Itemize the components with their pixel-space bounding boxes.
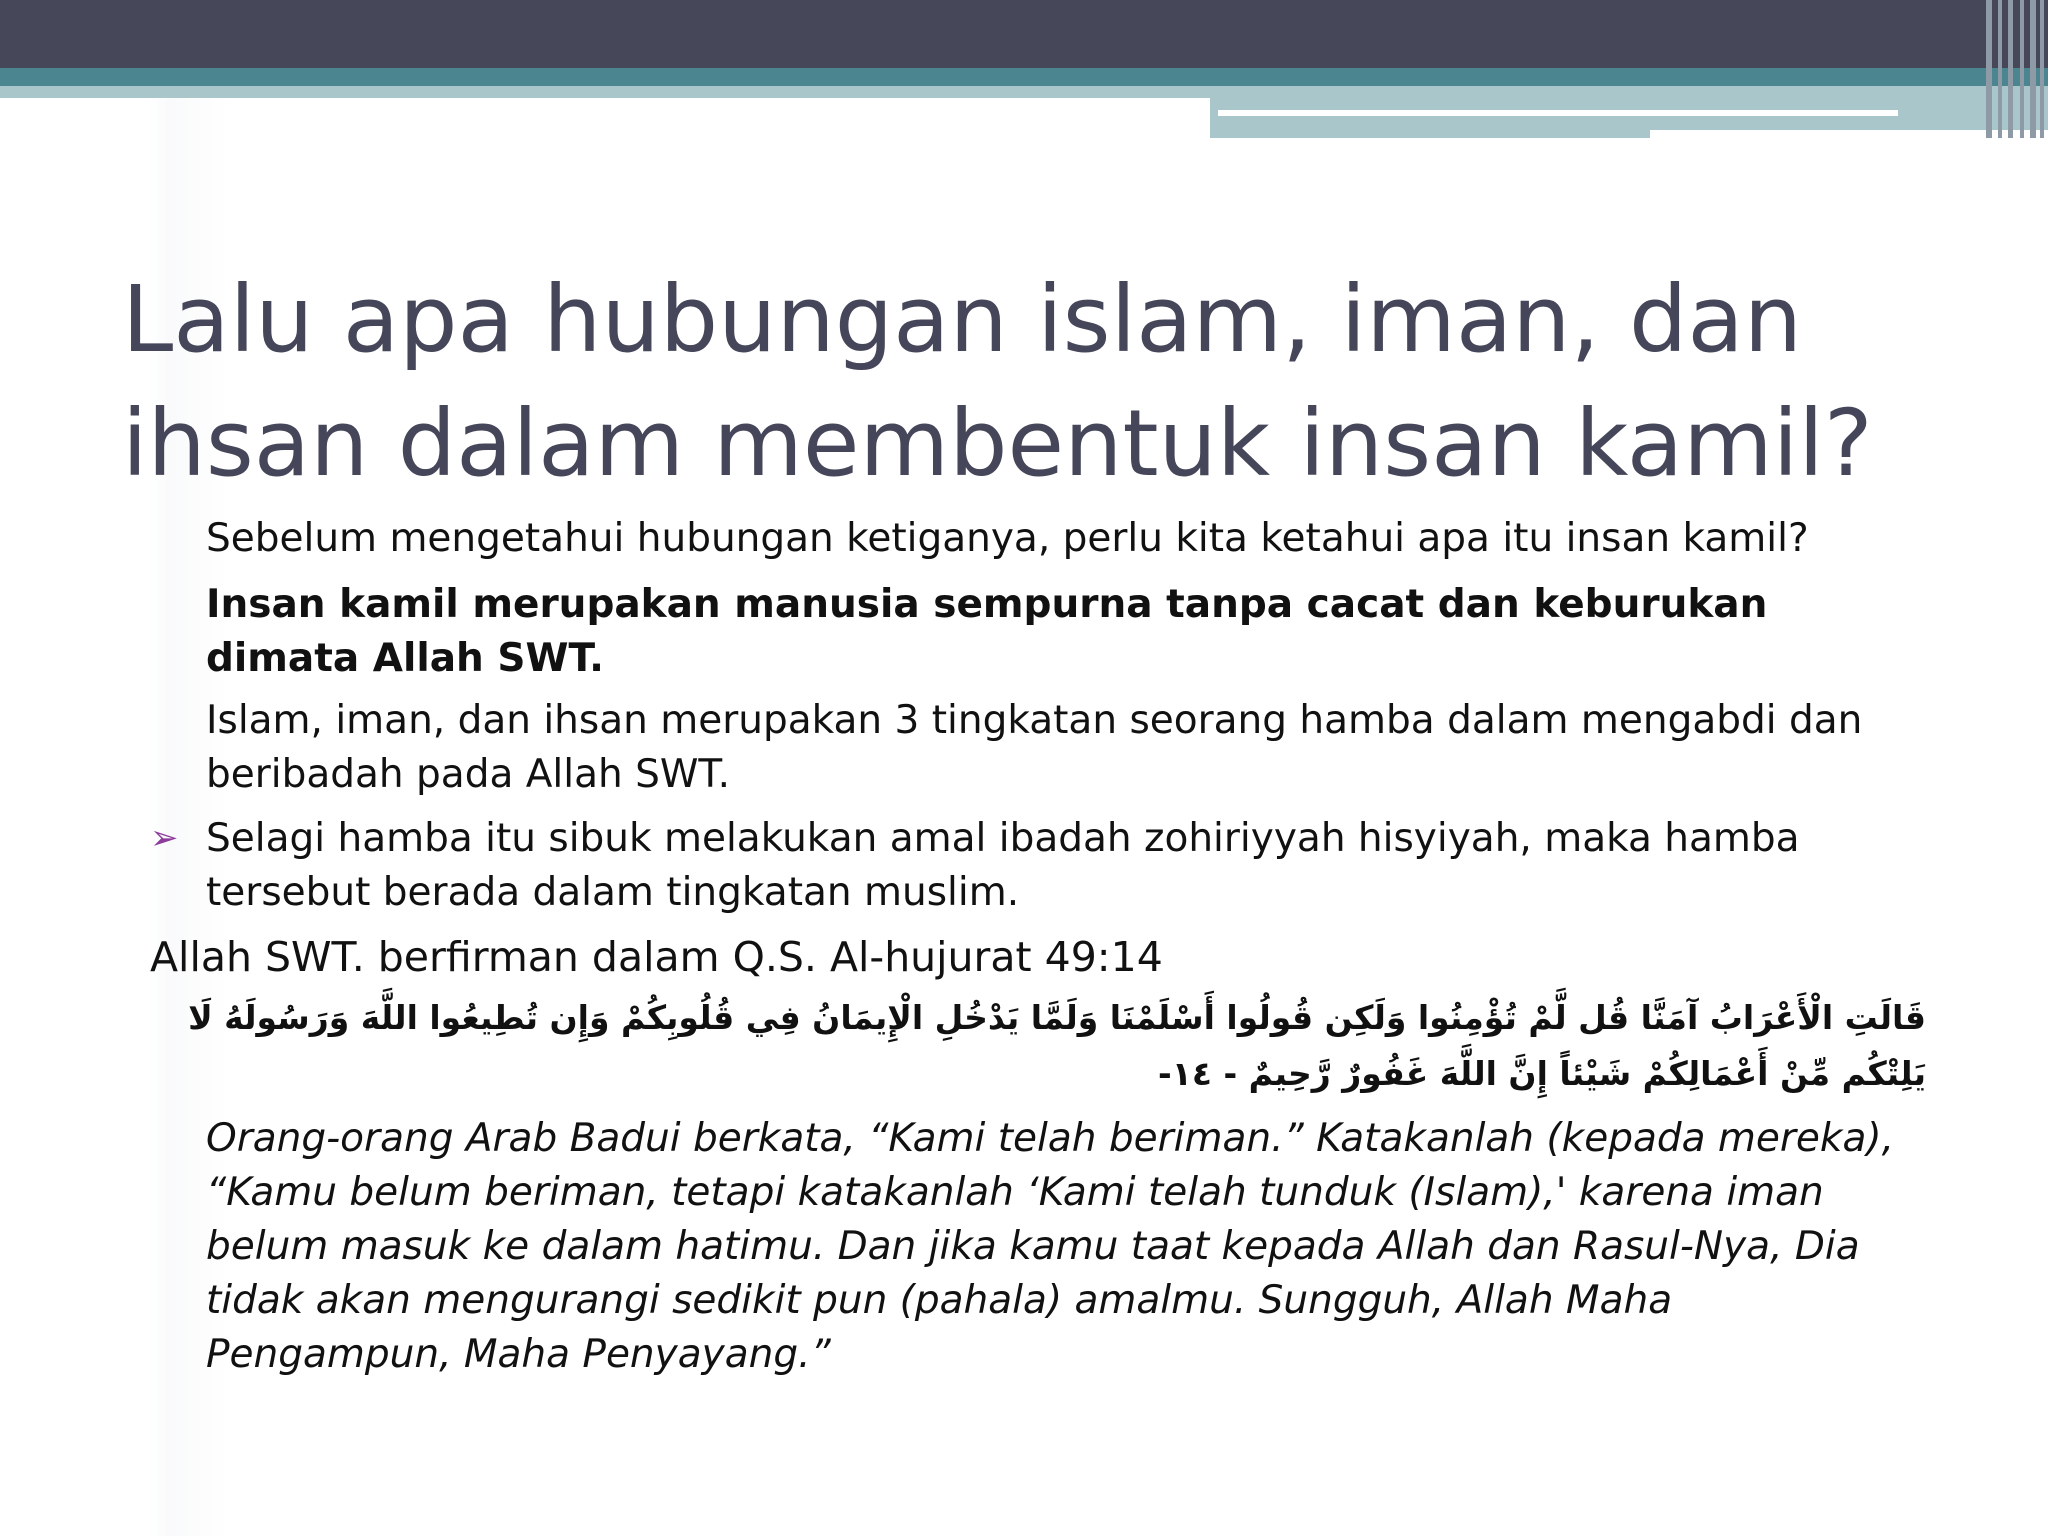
header-stripe	[2030, 0, 2036, 138]
verse-translation: Orang-orang Arab Badui berkata, “Kami telah beriman.” Katakanlah (kepada mereka), “Kamu belum beriman, tetapi katakanlah ‘Kami telah tunduk (Islam),' karena iman belum masuk ke dalam hatimu. Dan jika kamu taat kepada Allah dan Rasul-Nya, Dia tidak akan mengurangi sedikit pun (pahala) amalmu. Sungguh, Allah Maha Pengampun, Maha Penyayang.”	[206, 1116, 1895, 1377]
definition-paragraph: Insan kamil merupakan manusia sempurna tanpa cacat dan keburukan dimata Allah SWT.	[206, 582, 1768, 681]
header-stripe	[2040, 0, 2044, 138]
arabic-verse: قَالَتِ الْأَعْرَابُ آمَنَّا قُل لَّمْ تُؤْمِنُوا وَلَكِن قُولُوا أَسْلَمْنَا وَلَمَّا يَدْخُلِ الْإِيمَانُ فِي قُلُوبِكُمْ وَإِن تُطِيعُوا اللَّهَ وَرَسُولَهُ لَا يَلِتْكُم مِّنْ أَعْمَالِكُمْ شَيْئاً إِنَّ اللَّهَ غَفُورٌ رَّحِيمٌ - ١٤-	[188, 998, 1926, 1093]
intro-paragraph: Sebelum mengetahui hubungan ketiganya, perlu kita ketahui apa itu insan kamil?	[206, 516, 1809, 561]
muslim-level-paragraph: Selagi hamba itu sibuk melakukan amal ibadah zohiriyyah hisyiyah, maka hamba tersebut berada dalam tingkatan muslim.	[206, 816, 1800, 915]
header-stripe	[2020, 0, 2024, 138]
header-banner-light	[0, 86, 1210, 98]
header-stripe	[1998, 0, 2002, 138]
header-banner-teal	[0, 68, 2048, 86]
arrowhead-bullet-icon: ➢	[150, 818, 179, 858]
header-stripe	[2008, 0, 2013, 138]
quran-reference: Allah SWT. berfirman dalam Q.S. Al-hujurat 49:14	[150, 933, 1163, 981]
slide-title: Lalu apa hubungan islam, iman, dan ihsan dalam membentuk insan kamil?	[122, 266, 1873, 497]
header-banner-line	[1218, 110, 1898, 116]
header-banner-dark	[0, 0, 2048, 68]
levels-paragraph: Islam, iman, dan ihsan merupakan 3 tingkatan seorang hamba dalam mengabdi dan beribadah pada Allah SWT.	[206, 698, 1863, 797]
header-stripe	[1986, 0, 1992, 138]
